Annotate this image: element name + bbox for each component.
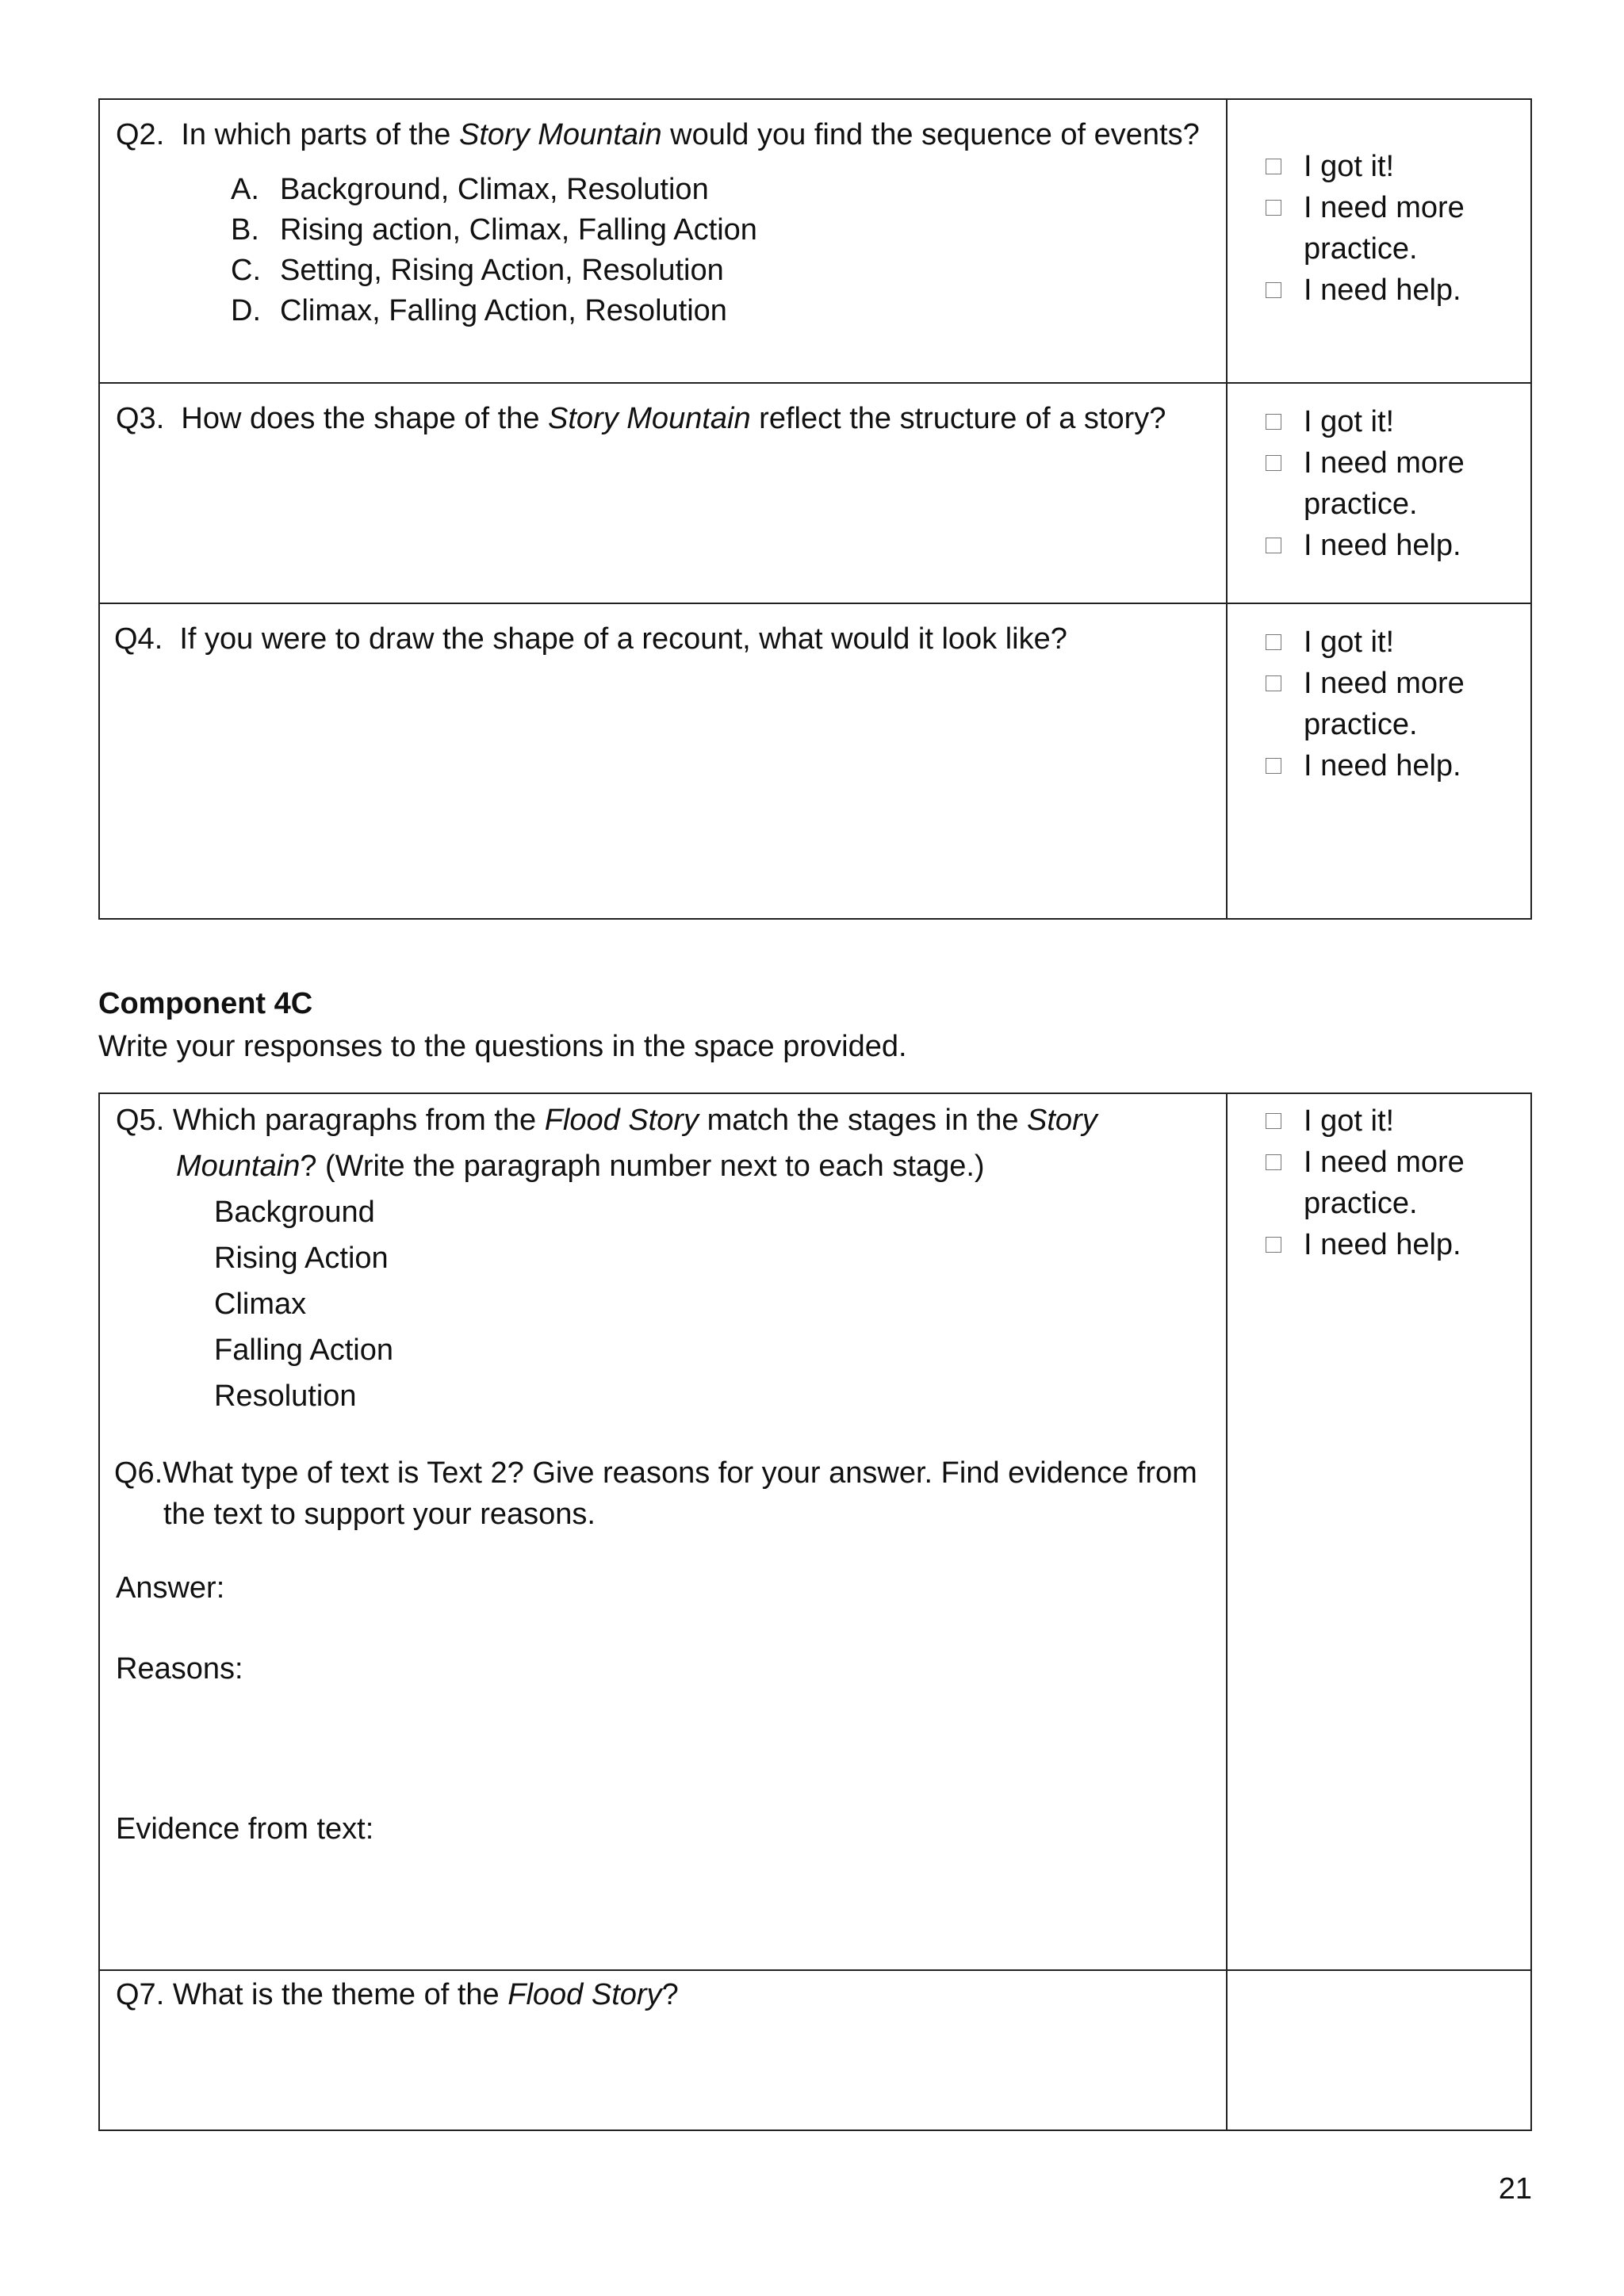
checkbox-icon[interactable] (1266, 675, 1281, 691)
need-help-label: I need help. (1304, 274, 1461, 307)
need-help-label: I need help. (1304, 529, 1461, 562)
need-practice-label-2: practice. (1304, 708, 1418, 741)
questions-table-2 (98, 1093, 1532, 2131)
q6-evidence-label: Evidence from text: (116, 1812, 374, 1846)
q2-option-text: Background, Climax, Resolution (280, 173, 709, 206)
q6-question (114, 1452, 1210, 1535)
q5-stages (116, 1189, 1210, 1419)
component-instruction: Write your responses to the questions in the space provided. (98, 1030, 907, 1063)
q4-cell (100, 603, 1228, 918)
need-practice-label-2: practice. (1304, 232, 1418, 266)
checkbox-icon[interactable] (1266, 758, 1281, 774)
q2-option-letter: D. (231, 294, 261, 327)
need-practice-option[interactable] (1266, 663, 1532, 745)
q7-cell (100, 1969, 1228, 2130)
need-practice-label-2: practice. (1304, 1187, 1418, 1220)
need-practice-option[interactable] (1266, 1142, 1532, 1224)
checkbox-icon[interactable] (1266, 1237, 1281, 1253)
q4-text: If you were to draw the shape of a recount, what would it look like? (179, 622, 1067, 656)
checkbox-icon[interactable] (1266, 634, 1281, 650)
q2-options (116, 170, 1210, 331)
need-help-option[interactable] (1266, 525, 1532, 566)
need-help-option[interactable] (1266, 1224, 1532, 1265)
q3-text-a: How does the shape of the (181, 402, 549, 435)
need-practice-label-2: practice. (1304, 488, 1418, 521)
q5-self-rating (1228, 1094, 1532, 1969)
q7-text-a: What is the theme of the (172, 1978, 508, 2011)
q2-number: Q2. (116, 118, 165, 151)
questions-table-1 (98, 98, 1532, 920)
q6-reasons-label: Reasons: (116, 1652, 243, 1686)
q6-reasons-space[interactable] (116, 1689, 1210, 1809)
got-it-option[interactable] (1266, 1100, 1532, 1142)
stage-background: Background (214, 1196, 375, 1229)
stage-falling-action: Falling Action (214, 1334, 394, 1367)
q5-text-em1: Flood Story (544, 1104, 699, 1137)
q2-self-rating (1228, 100, 1532, 382)
need-practice-label-1: I need more (1304, 1146, 1465, 1179)
q4-question (114, 618, 1210, 660)
checkbox-icon[interactable] (1266, 1113, 1281, 1129)
need-help-option[interactable] (1266, 745, 1532, 786)
component-title: Component 4C (98, 987, 313, 1020)
q2-option-d[interactable] (116, 291, 1210, 331)
need-practice-option[interactable] (1266, 187, 1532, 270)
q2-option-text: Rising action, Climax, Falling Action (280, 213, 757, 247)
checkbox-icon[interactable] (1266, 455, 1281, 471)
got-it-label: I got it! (1304, 150, 1395, 183)
q6-number: Q6. (114, 1456, 163, 1490)
q3-text-em: Story Mountain (548, 402, 751, 435)
q2-option-c[interactable] (116, 251, 1210, 291)
q3-question (116, 398, 1210, 439)
q3-number: Q3. (116, 402, 165, 435)
checkbox-icon[interactable] (1266, 159, 1281, 174)
q2-text-em: Story Mountain (459, 118, 662, 151)
checkbox-icon[interactable] (1266, 1154, 1281, 1170)
q2-option-b[interactable] (116, 210, 1210, 251)
need-help-option[interactable] (1266, 270, 1532, 311)
page-number: 21 (1498, 2172, 1532, 2206)
q5-text-a: Which paragraphs from the (172, 1104, 545, 1137)
checkbox-icon[interactable] (1266, 414, 1281, 430)
q6-answer-label: Answer: (116, 1571, 225, 1605)
stage-resolution: Resolution (214, 1380, 357, 1413)
stage-rising-action: Rising Action (214, 1242, 389, 1275)
q5-q6-cell (100, 1094, 1228, 1969)
got-it-option[interactable] (1266, 401, 1532, 442)
q3-text-b: reflect the structure of a story? (750, 402, 1166, 435)
q2-option-letter: C. (231, 254, 261, 287)
need-help-label: I need help. (1304, 749, 1461, 783)
got-it-option[interactable] (1266, 622, 1532, 663)
q7-question (116, 1974, 1210, 2015)
q7-rating-cell (1228, 1969, 1532, 2130)
q2-option-text: Climax, Falling Action, Resolution (280, 294, 727, 327)
need-practice-option[interactable] (1266, 442, 1532, 525)
q7-text-em: Flood Story (508, 1978, 662, 2011)
got-it-label: I got it! (1304, 626, 1395, 659)
q2-option-text: Setting, Rising Action, Resolution (280, 254, 724, 287)
need-help-label: I need help. (1304, 1228, 1461, 1261)
q5-text-c: ? (Write the paragraph number next to each stage.) (300, 1150, 985, 1183)
q3-cell (100, 382, 1228, 603)
q7-number: Q7. (116, 1978, 165, 2011)
q5-number: Q5. (116, 1104, 165, 1137)
q2-text-a: In which parts of the (181, 118, 460, 151)
q4-number: Q4. (114, 622, 163, 656)
q6-answer-space[interactable] (116, 1608, 1210, 1649)
need-practice-label-1: I need more (1304, 446, 1465, 480)
q5-text-em2: Story Mountain (176, 1104, 1097, 1183)
q2-option-a[interactable] (116, 170, 1210, 210)
q2-option-letter: B. (231, 213, 259, 247)
checkbox-icon[interactable] (1266, 282, 1281, 298)
q6-text: What type of text is Text 2? Give reasons for your answer. Find evidence from the text to support your reasons. (163, 1456, 1197, 1531)
got-it-label: I got it! (1304, 405, 1395, 438)
stage-climax: Climax (214, 1288, 307, 1321)
q2-option-letter: A. (231, 173, 259, 206)
q2-cell (100, 100, 1228, 382)
got-it-label: I got it! (1304, 1104, 1395, 1138)
got-it-option[interactable] (1266, 146, 1532, 187)
checkbox-icon[interactable] (1266, 538, 1281, 553)
need-practice-label-1: I need more (1304, 191, 1465, 224)
q4-self-rating (1228, 603, 1532, 918)
q2-text-b: would you find the sequence of events? (661, 118, 1200, 151)
q7-text-b: ? (661, 1978, 679, 2011)
q5-text-b: match the stages in the (699, 1104, 1028, 1137)
need-practice-label-1: I need more (1304, 667, 1465, 700)
q6-evidence-space[interactable] (116, 1849, 1210, 1944)
q5-question (116, 1097, 1210, 1189)
q2-question (116, 114, 1210, 155)
checkbox-icon[interactable] (1266, 200, 1281, 216)
q3-self-rating (1228, 382, 1532, 603)
